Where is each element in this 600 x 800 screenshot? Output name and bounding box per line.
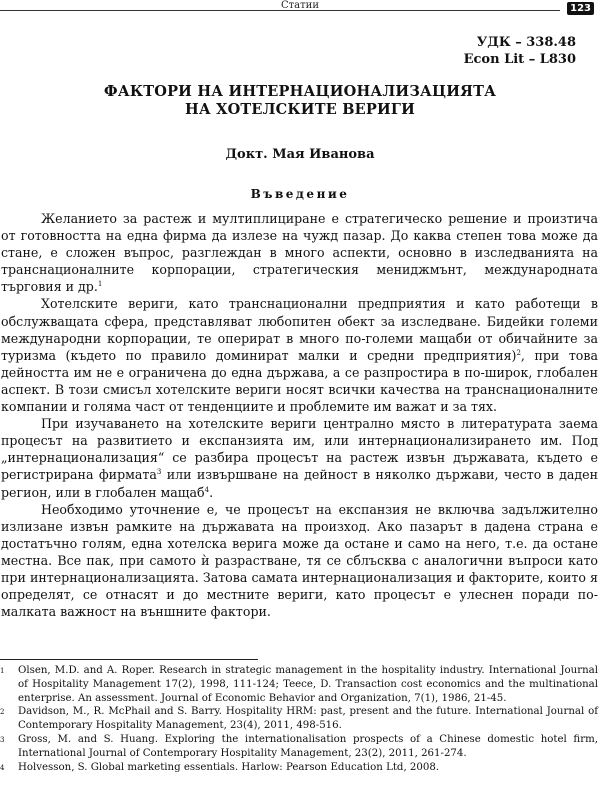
paragraph-2: Хотелските вериги, като транснационални предприятия и като работещи в обслужващата сфера, представляват любопитен обект за изследване. Бидейки големи международни корпорации, те оперират в много по-големи мащаби от обичайните за туризма (където по правило доминират малки и средни предприятия)$^2$, при това дейността им не е ограничена до една държава, а се разпростира в по-широк, глобален аспект. В този смисъл хотелските вериги носят всички качества на транснационалните компании и голяма част от тенденциите и проблемите им важат и за тях.	[1, 296, 598, 415]
footnote-ref: 2	[516, 348, 521, 357]
footnote-ref: 1	[97, 280, 103, 289]
classification-codes	[464, 34, 576, 68]
footnote-ref: 3	[156, 468, 162, 477]
footnote-rule	[0, 659, 258, 660]
footnote: 3 Gross, M. and S. Huang. Exploring the internationalisation prospects of a Chinese domestic hotel firm, International Journal of Contemporary Hospitality Management, 23(2), 2011, 261-274.	[0, 733, 598, 759]
footnote: 2 Davidson, M., R. McPhail and S. Barry. Hospitality HRM: past, present and the future. International Journal of Contemporary Hospitality Management, 23(4), 2011, 498-516.	[0, 706, 598, 732]
title-line-1: ФАКТОРИ НА ИНТЕРНАЦИОНАЛИЗАЦИЯТА	[103, 83, 497, 100]
footnotes	[0, 664, 598, 775]
author-name: Докт. Мая Иванова	[225, 147, 375, 162]
econlit-code: Econ Lit – L830	[463, 52, 576, 67]
page-number: 123	[567, 2, 594, 15]
header-rule	[0, 10, 560, 11]
footnote: 4 Holvesson, S. Global marketing essentials. Harlow: Pearson Education Ltd, 2008.	[0, 761, 440, 773]
title-line-2: НА ХОТЕЛСКИТЕ ВЕРИГИ	[184, 101, 416, 118]
udk-code: УДК – 338.48	[476, 35, 576, 50]
footnote: 1 Olsen, M.D. and A. Roper. Research in strategic management in the hospitality industry. International Journal of Hospitality Management 17(2), 1998, 111-124; Teece, D. Transaction cost economics and the multinational enterprise. An assessment. Journal of Economic Behavior and Organization, 7(1), 1986, 21-45.	[0, 665, 598, 704]
footnote-ref: 4	[204, 485, 210, 494]
paragraph-4: Необходимо уточнение е, че процесът на експанзия не включва задължително излизане извън рамките на държавата на произход. Ако пазарът в дадена страна е достатъчно голям, една хотелска верига може да остане и само на него, т.е. да остане местна. Все пак, при самото ѝ разрастване, тя се сблъсква с аналогични въпроси като при интернационализацията. Затова самата интернационализация и факторите, които я определят, се отнасят и до местните вериги, като процесът е улеснен поради по-малката важност на външните фактори.	[1, 501, 598, 620]
paragraph-3: При изучаването на хотелските вериги централно място в литературата заема процесът на развитието и експанзията им, или интернационализирането им. Под „интернационализация“ се разбира процесът на растеж извън държавата, където е регистрирана фирмата$^3$ или извършване на дейност в няколко държави, често в даден регион, или в глобален мащаб$^4$.	[1, 416, 598, 500]
running-head: Статии	[280, 0, 319, 11]
paragraph-1: Желанието за растеж и мултиплициране е стратегическо решение и произтича от готовността на една фирма да излезе на чужд пазар. До каква степен това може да стане, е сложен въпрос, разглеждан в много аспекти, основно в изследванията на транснационалните корпорации, стратегическия мениджмънт, международната търговия и др.$^1$	[1, 211, 598, 295]
article-title	[0, 83, 600, 119]
article-body	[1, 210, 598, 620]
section-heading: Въведение	[250, 187, 350, 201]
